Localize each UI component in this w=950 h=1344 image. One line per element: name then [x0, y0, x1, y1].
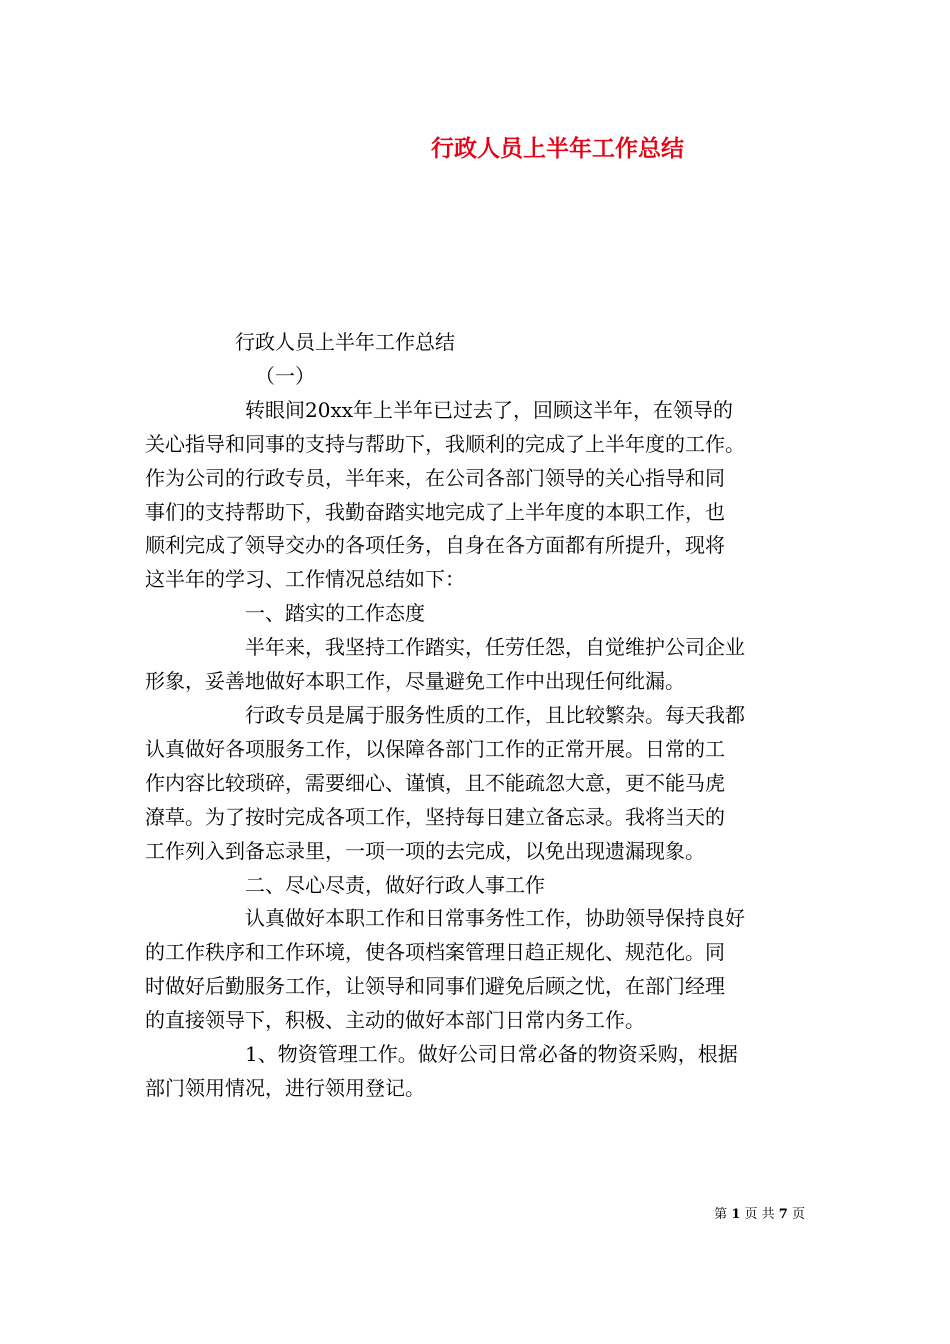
paragraph-line: 1、物资管理工作。做好公司日常必备的物资采购，根据: [245, 1042, 738, 1067]
footer-suffix: 页: [791, 1207, 805, 1222]
paragraph-line: 潦草。为了按时完成各项工作，坚持每日建立备忘录。我将当天的: [145, 804, 725, 829]
document-title: 行政人员上半年工作总结: [431, 135, 684, 162]
page-footer: [714, 1206, 805, 1224]
footer-middle: 页 共: [744, 1207, 775, 1222]
subtitle: 行政人员上半年工作总结: [235, 330, 455, 354]
paragraph-line: 半年来，我坚持工作踏实，任劳任怨，自觉维护公司企业: [245, 635, 745, 660]
paragraph-line: 的直接领导下，积极、主动的做好本部门日常内务工作。: [145, 1008, 645, 1033]
paragraph-line: 认真做好各项服务工作，以保障各部门工作的正常开展。日常的工: [145, 736, 725, 761]
paragraph-line: 行政专员是属于服务性质的工作，且比较繁杂。每天我都: [245, 702, 745, 727]
paragraph-line: 时做好后勤服务工作，让领导和同事们避免后顾之忧，在部门经理: [145, 974, 725, 999]
footer-prefix: 第: [714, 1207, 728, 1222]
total-pages-number: 7: [778, 1207, 788, 1222]
paragraph-line: 转眼间20xx年上半年已过去了，回顾这半年，在领导的: [245, 397, 734, 422]
paragraph-line: 工作列入到备忘录里，一项一项的去完成，以免出现遗漏现象。: [145, 838, 705, 863]
paragraph-line: 部门领用情况，进行领用登记。: [145, 1075, 425, 1100]
paragraph-line: 这半年的学习、工作情况总结如下：: [145, 567, 465, 592]
paragraph-line: 认真做好本职工作和日常事务性工作，协助领导保持良好: [245, 906, 745, 931]
section-heading: 一、踏实的工作态度: [245, 601, 425, 626]
section-heading: 二、尽心尽责，做好行政人事工作: [245, 872, 545, 897]
paragraph-line: 事们的支持帮助下，我勤奋踏实地完成了上半年度的本职工作，也: [145, 499, 725, 524]
paragraph-line: 形象，妥善地做好本职工作，尽量避免工作中出现任何纰漏。: [145, 669, 685, 694]
section-marker: （一）: [255, 363, 315, 388]
paragraph-line: 顺利完成了领导交办的各项任务，自身在各方面都有所提升，现将: [145, 533, 725, 558]
current-page-number: 1: [731, 1207, 741, 1222]
document-body: [145, 326, 813, 1106]
paragraph-line: 关心指导和同事的支持与帮助下，我顺利的完成了上半年度的工作。: [145, 431, 745, 456]
paragraph-line: 作为公司的行政专员，半年来，在公司各部门领导的关心指导和同: [145, 465, 725, 490]
paragraph-line: 的工作秩序和工作环境，使各项档案管理日趋正规化、规范化。同: [145, 940, 725, 965]
paragraph-line: 作内容比较琐碎，需要细心、谨慎，且不能疏忽大意，更不能马虎: [145, 770, 725, 795]
